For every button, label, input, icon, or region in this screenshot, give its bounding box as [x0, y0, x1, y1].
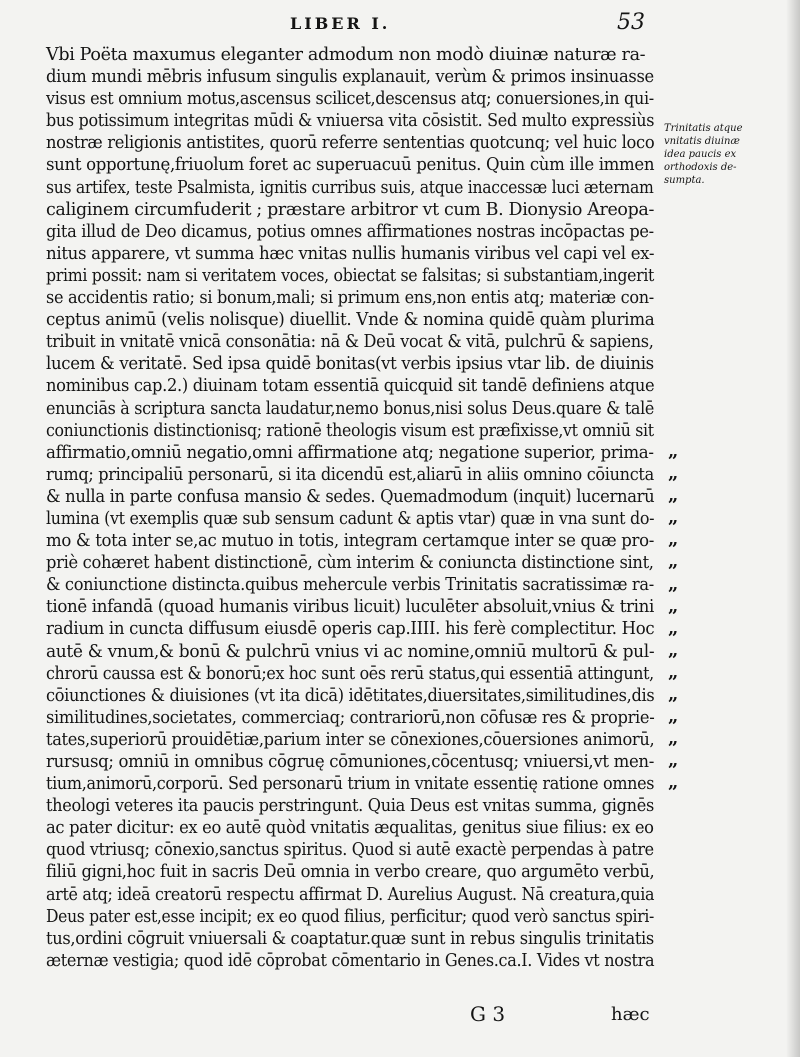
quotation-mark: „ [668, 463, 679, 485]
marginal-note-line: Trinitatis atque [664, 123, 743, 134]
text-line: coniunctionis distinctionisq; rationē theologis visum est præfixisse,vt omniū sit [46, 420, 654, 441]
text-line: lucem & veritatē. Sed ipsa quidē bonitas(vt verbis ipsius vtar lib. de diuinis [46, 354, 654, 375]
page-edge-shadow [786, 0, 800, 1057]
quotation-mark: „ [668, 750, 679, 772]
text-line: rumq; principaliū personarū, si ita dicendū est,aliarū in aliis omnino cōiuncta [46, 464, 654, 485]
text-line: cōiunctiones & diuisiones (vt ita dicā) idētitates,diuersitates,similitudines,dis [46, 685, 655, 706]
signature-mark: G 3 [470, 1002, 506, 1026]
quotation-mark: „ [668, 529, 679, 551]
text-line: bus potissimum integritas mūdi & vniuersa vita cōsistit. Sed multo expressiùs [46, 111, 655, 132]
text-line: se accidentis ratio; si bonum,mali; si primum ens,non entis atq; materiæ con- [46, 288, 654, 309]
text-line: tionē infandā (quoad humanis viribus licuit) luculēter absoluit,vnius & trini [46, 597, 654, 618]
quotation-mark: „ [668, 639, 679, 661]
text-line: Deus pater est,esse incipit; ex eo quod filius, perficitur; quod verò sanctus spiri- [46, 906, 654, 927]
text-line: autē & vnum,& bonū & pulchrū vnius vi ac nomine,omniū multorū & pul- [46, 641, 655, 662]
text-line: tribuit in vnitatē vnicā consonātia: nā & Deū vocat & vitā, pulchrū & sapiens, [46, 332, 654, 353]
text-line: sus artifex, teste Psalmista, ignitis curribus suis, atque inaccessæ luci æternam [46, 177, 654, 198]
text-line: filiū gigni,hoc fuit in sacris Deū omnia in verbo creare, quo argumēto verbū, [46, 862, 655, 883]
marginal-note-line: vnitatis diuinæ [664, 136, 740, 147]
text-line: enunciās à scriptura sancta laudatur,nemo bonus,nisi solus Deus.quare & talē [46, 398, 655, 419]
text-line: affirmatio,omniū negatio,omni affirmatione atq; negatione superior, prima- [46, 442, 654, 463]
marginal-note-line: sumpta. [664, 175, 705, 186]
text-line: similitudines,societates, commerciaq; contrariorū,non cōfusæ res & proprie- [46, 707, 655, 728]
quotation-mark: „ [668, 441, 679, 462]
text-line: radium in cuncta diffusum eiusdē operis cap.IIII. his ferè complectitur. Hoc [46, 619, 655, 640]
quotation-mark: „ [668, 617, 679, 639]
text-line: primi possit: nam si veritatem voces, obiectat se falsitas; si substantiam,ingerit [46, 265, 655, 286]
text-line: Vbi Poëta maxumus eleganter admodum non modò diuinæ naturæ ra- [46, 45, 646, 65]
quotation-mark: „ [668, 706, 679, 728]
text-line: tus,ordini cōgruit vniuersali & coaptatur.quæ sunt in rebus singulis trinitatis [46, 928, 654, 949]
marginal-note-line: orthodoxis de- [664, 162, 737, 173]
text-line: nominibus cap.2.) diuinam totam essentiā quicquid sit tandē definiens atque [46, 376, 655, 397]
catchword: hæc [611, 1004, 650, 1025]
text-line: quod vtriusq; cōnexio,sanctus spiritus. Quod si autē exactè perpendas à patre [46, 840, 654, 861]
text-line: rursusq; omniū in omnibus cōgruę cōmuniones,cōcentusq; vniuersi,vt men- [46, 752, 654, 772]
page-header [0, 10, 800, 38]
quotation-mark: „ [668, 661, 679, 683]
text-line: nitus apparere, vt summa hæc vnitas nullis humanis viribus vel capi vel ex- [46, 243, 655, 264]
text-line: lumina (vt exemplis quæ sub sensum cadunt & aptis vtar) quæ in vna sunt do- [46, 508, 655, 529]
quotation-mark: „ [668, 684, 679, 706]
marginal-note-line: idea paucis ex [664, 149, 737, 160]
quotation-mark: „ [668, 485, 679, 507]
text-line: ceptus animū (velis nolisque) diuellit. Vnde & nomina quidē quàm plurima [46, 310, 655, 331]
quotation-mark: „ [668, 772, 679, 794]
quotation-mark: „ [668, 551, 679, 573]
text-line: priè cohæret habent distinctionē, cùm interim & coniuncta distinctione sint, [46, 553, 654, 574]
text-line: visus est omnium motus,ascensus scilicet,descensus atq; conuersiones,in qui- [46, 89, 654, 110]
text-line: gita illud de Deo dicamus, potius omnes affirmationes nostras incōpactas pe- [46, 221, 654, 242]
marginal-note [664, 122, 776, 187]
text-line: dium mundi mēbris infusum singulis explanauit, verùm & primos insinuasse [46, 67, 654, 88]
text-line: tium,animorū,corporū. Sed personarū trium in vnitate essentię ratione omnes [46, 774, 655, 795]
main-text-block [46, 44, 656, 972]
text-line: theologi veteres ita paucis perstringunt. Quia Deus est vnitas summa, gignēs [46, 796, 654, 817]
text-line: artē atq; ideā creatorū respectu affirmat D. Aurelius August. Nā creatura,quia [46, 884, 655, 905]
text-line: nostræ religionis antistites, quorū referre sententias quotcunq; vel huic loco [46, 133, 655, 154]
running-head: LIBER I. [290, 14, 391, 33]
text-line: chrorū caussa est & bonorū;ex hoc sunt oēs rerū status,qui essentiā attingunt, [46, 663, 654, 684]
page-number: 53 [617, 10, 645, 35]
text-line: caliginem circumfuderit ; præstare arbitror vt cum B. Dionysio Areopa- [46, 199, 655, 220]
text-line: mo & tota inter se,ac mutuo in totis, integram certamque inter se quæ pro- [46, 531, 654, 552]
quotation-mark: „ [668, 595, 679, 617]
text-line: ac pater dicitur: ex eo autē quòd vnitatis æqualitas, genitus siue filius: ex eo [46, 818, 654, 839]
text-line: sunt opportunę,friuolum foret ac superuacuū penitus. Quin cùm ille immen [46, 155, 655, 176]
text-line: & coniunctione distincta.quibus mehercule verbis Trinitatis sacratissimæ ra- [46, 575, 654, 596]
text-line: tates,superiorū prouidētiæ,parium inter se cōnexiones,cōuersiones animorū, [46, 729, 655, 750]
page-footer [0, 1002, 800, 1042]
quotation-mark: „ [668, 507, 679, 529]
quotation-marks-column [668, 441, 688, 795]
text-line: & nulla in parte confusa mansio & sedes. Quemadmodum (inquit) lucernarū [46, 486, 655, 507]
quotation-mark: „ [668, 573, 679, 595]
text-line: æternæ vestigia; quod idē cōprobat cōmentario in Genes.ca.I. Vides vt nostra [46, 950, 655, 971]
quotation-mark: „ [668, 728, 679, 750]
